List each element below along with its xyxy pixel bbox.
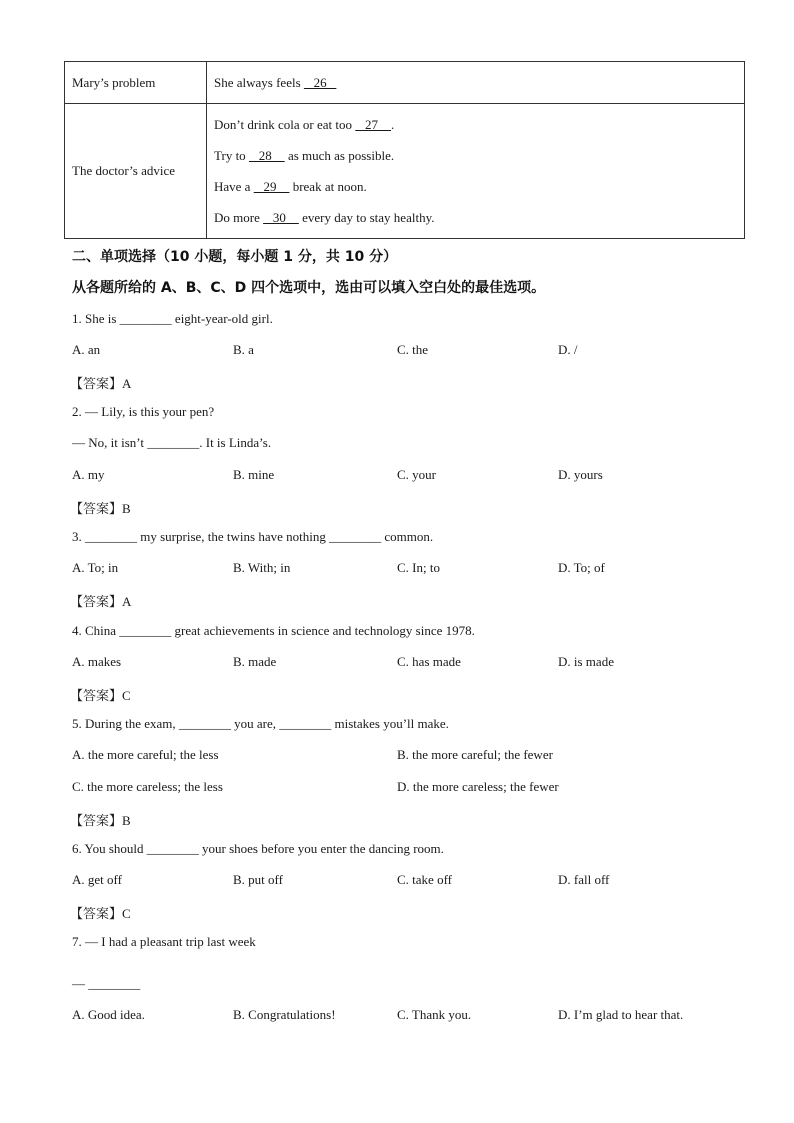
question-2-stem-reply: — No, it isn’t ________. It is Linda’s. [72,435,272,450]
q1-option-a: A. an [72,342,101,357]
advice-text: Don’t drink cola or eat too [214,117,356,132]
question-1-stem: 1. She is ________ eight-year-old girl. [72,311,273,326]
section-instruction: 从各题所给的 A、B、C、D 四个选项中，选由可以填入空白处的最佳选项。 [72,280,546,296]
question-4-stem: 4. China ________ great achievements in science and technology since 1978. [72,623,475,638]
notes-table [64,61,745,239]
q2-option-b: B. mine [233,467,275,482]
blank-26: 26 [303,74,337,90]
q3-option-b: B. With; in [233,560,291,575]
q6-answer [70,903,131,922]
table-cell-problem [207,62,745,104]
q4-option-a: A. makes [72,654,122,669]
q2-option-d: D. yours [558,467,603,482]
answer-tag: 【答案】 [70,594,123,609]
answer-tag: 【答案】 [70,688,123,703]
table-row [65,104,745,239]
question-3-stem: 3. ________ my surprise, the twins have nothing ________ common. [72,529,434,544]
answer-value: C [122,906,131,921]
q5-answer [70,810,131,829]
q7-option-d: D. I’m glad to hear that. [558,1007,684,1022]
advice-suffix: as much as possible. [284,148,395,163]
advice-line [214,140,737,171]
question-7-stem: 7. — I had a pleasant trip last week [72,934,256,949]
advice-line [214,171,737,202]
q7-option-a: A. Good idea. [72,1007,145,1022]
q2-option-c: C. your [397,467,436,482]
answer-value: A [122,376,132,391]
q3-answer [70,591,131,610]
q6-option-b: B. put off [233,872,283,887]
blank-28: 28 [248,148,285,163]
q1-option-c: C. the [397,342,429,357]
table-label-problem: Mary’s problem [65,62,207,104]
answer-tag: 【答案】 [70,813,123,828]
advice-line [214,202,737,233]
answer-value: B [122,813,131,828]
problem-text: She always feels [214,74,304,90]
q6-option-c: C. take off [397,872,452,887]
answer-tag: 【答案】 [70,376,123,391]
answer-tag: 【答案】 [70,501,123,516]
q4-option-b: B. made [233,654,277,669]
advice-suffix: break at noon. [289,179,367,194]
q5-option-d: D. the more careless; the fewer [397,779,559,794]
question-7-stem-reply: — ________ [72,976,141,991]
answer-value: A [122,594,132,609]
answer-tag: 【答案】 [70,906,123,921]
advice-line [214,109,737,140]
advice-suffix: every day to stay healthy. [298,210,435,225]
q1-option-d: D. / [558,342,578,357]
q2-answer [70,498,131,517]
blank-29: 29 [253,179,290,194]
q3-option-c: C. In; to [397,560,440,575]
q3-option-a: A. To; in [72,560,119,575]
q6-option-d: D. fall off [558,872,610,887]
q5-option-c: C. the more careless; the less [72,779,223,794]
q7-option-b: B. Congratulations! [233,1007,336,1022]
q1-option-b: B. a [233,342,254,357]
advice-text: Try to [214,148,249,163]
advice-text: Do more [214,210,264,225]
advice-suffix: . [391,117,395,132]
blank-27: 27 [355,117,392,132]
answer-value: B [122,501,131,516]
question-2-stem: 2. — Lily, is this your pen? [72,404,215,419]
table-label-advice: The doctor’s advice [65,104,207,239]
section-title: 二、单项选择（10 小题，每小题 1 分，共 10 分） [72,249,398,265]
q5-option-a: A. the more careful; the less [72,747,219,762]
q4-option-d: D. is made [558,654,614,669]
q4-answer [70,685,131,704]
blank-30: 30 [263,210,299,225]
table-row [65,62,745,104]
q7-option-c: C. Thank you. [397,1007,472,1022]
answer-value: C [122,688,131,703]
q5-option-b: B. the more careful; the fewer [397,747,553,762]
table-cell-advice [207,104,745,239]
q4-option-c: C. has made [397,654,461,669]
q6-option-a: A. get off [72,872,122,887]
question-5-stem: 5. During the exam, ________ you are, ________ mistakes you’ll make. [72,716,449,731]
q3-option-d: D. To; of [558,560,605,575]
advice-text: Have a [214,179,254,194]
q2-option-a: A. my [72,467,105,482]
question-6-stem: 6. You should ________ your shoes before you enter the dancing room. [72,841,444,856]
q1-answer [70,373,131,392]
